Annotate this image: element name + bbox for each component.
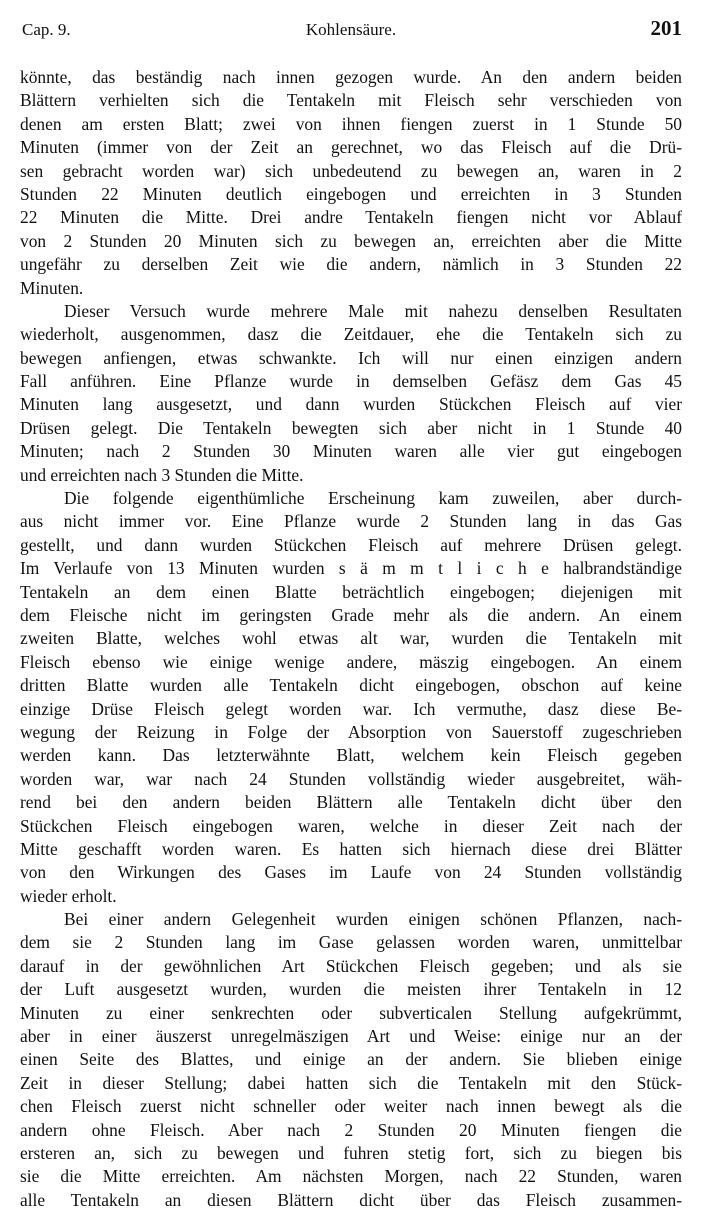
text-line: der Luft ausgesetzt wurden, wurden die meisten ihrer Tentakeln in 12 <box>20 979 682 1000</box>
text-line: Fall anführen. Eine Pflanze wurde in demselben Gefäsz dem Gas 45 <box>20 371 682 392</box>
body-text <box>20 66 682 1212</box>
text-line: darauf in der gewöhnlichen Art Stückchen Fleisch gegeben; und als sie <box>20 955 682 976</box>
text-line: aus nicht immer vor. Eine Pflanze wurde 2 Stunden lang in das Gas <box>20 511 682 532</box>
text-line: bewegen anfiengen, etwas schwankte. Ich will nur einen einzigen andern <box>20 347 682 368</box>
text-line: andern ohne Fleisch. Aber nach 2 Stunden 20 Minuten fiengen die <box>20 1119 682 1140</box>
text-line: Mitte geschafft worden waren. Es hatten sich hiernach diese drei Blätter <box>20 838 682 859</box>
text-line: einen Seite des Blattes, und einige an der andern. Sie blieben einige <box>20 1049 682 1070</box>
text-line: worden war, war nach 24 Stunden vollständig wieder ausgebreitet, wäh- <box>20 768 682 789</box>
page-number: 201 <box>650 16 682 40</box>
text-line: gestellt, und dann wurden Stückchen Fleisch auf mehrere Drüsen gelegt. <box>20 534 682 555</box>
text-line: dritten Blatte wurden alle Tentakeln dicht eingebogen, obschon auf keine <box>20 675 682 696</box>
text-line: Blättern verhielten sich die Tentakeln mit Fleisch sehr verschieden von <box>20 90 682 111</box>
text-line: wieder erholt. <box>20 885 117 906</box>
text-line: Fleisch ebenso wie einige wenige andere, mäszig eingebogen. An einem <box>20 651 682 672</box>
text-line: Zeit in dieser Stellung; dabei hatten sich die Tentakeln mit den Stück- <box>20 1072 682 1093</box>
text-line: von 2 Stunden 20 Minuten sich zu bewegen an, erreichten aber die Mitte <box>20 230 682 251</box>
text-line: Die folgende eigenthümliche Erscheinung kam zuweilen, aber durch- <box>64 488 682 509</box>
text-line: Dieser Versuch wurde mehrere Male mit nahezu denselben Resultaten <box>64 300 682 321</box>
text-line: chen Fleisch zuerst nicht schneller oder weiter nach innen bewegt als die <box>20 1096 682 1117</box>
book-page <box>20 12 682 1210</box>
text-line: wegung der Reizung in Folge der Absorption von Sauerstoff zugeschrieben <box>20 721 682 742</box>
text-line: Minuten zu einer senkrechten oder subverticalen Stellung aufgekrümmt, <box>20 1002 682 1023</box>
text-line: 22 Minuten die Mitte. Drei andre Tentakeln fiengen nicht vor Ablauf <box>20 207 682 228</box>
text-line: alle Tentakeln an diesen Blättern dicht über das Fleisch zusammen- <box>20 1189 682 1210</box>
text-line: aber in einer äuszerst unregelmäszigen Art und Weise: einige nur an der <box>20 1026 682 1047</box>
text-line: sie die Mitte erreichten. Am nächsten Morgen, nach 22 Stunden, waren <box>20 1166 682 1187</box>
text-line: denen am ersten Blatt; zwei von ihnen fiengen zuerst in 1 Stunde 50 <box>20 113 682 134</box>
text-line: wiederholt, ausgenommen, dasz die Zeitdauer, ehe die Tentakeln sich zu <box>20 324 682 345</box>
text-line: ersteren an, sich zu bewegen und fuhren stetig fort, sich zu biegen bis <box>20 1142 682 1163</box>
text-line: sen gebracht worden war) sich unbedeutend zu bewegen an, waren in 2 <box>20 160 682 181</box>
text-line: Stückchen Fleisch eingebogen waren, welche in dieser Zeit nach der <box>20 815 682 836</box>
text-line: und erreichten nach 3 Stunden die Mitte. <box>20 464 304 485</box>
text-line: rend bei den andern beiden Blättern alle Tentakeln dicht über den <box>20 792 682 813</box>
text-line: Minuten. <box>20 277 84 298</box>
text-line: von den Wirkungen des Gases im Laufe von 24 Stunden vollständig <box>20 862 682 883</box>
text-line: Im Verlaufe von 13 Minuten wurden s ä m m t l i c h e halbrandständige <box>20 558 682 579</box>
text-line: Stunden 22 Minuten deutlich eingebogen und erreichten in 3 Stunden <box>20 183 682 204</box>
text-line: Minuten lang ausgesetzt, und dann wurden Stückchen Fleisch auf vier <box>20 394 682 415</box>
text-line: ungefähr zu derselben Zeit wie die andern, nämlich in 3 Stunden 22 <box>20 254 682 275</box>
text-line: Bei einer andern Gelegenheit wurden einigen schönen Pflanzen, nach- <box>64 909 682 930</box>
text-line: dem Fleische nicht im geringsten Grade mehr als die andern. An einem <box>20 604 682 625</box>
text-line: einzige Drüse Fleisch gelegt worden war. Ich vermuthe, dasz diese Be- <box>20 698 682 719</box>
text-line: könnte, das beständig nach innen gezogen wurde. An den andern beiden <box>20 67 682 87</box>
running-title: Kohlensäure. <box>305 20 397 39</box>
text-line: dem sie 2 Stunden lang im Gase gelassen worden waren, unmittelbar <box>20 932 682 953</box>
text-line: Minuten; nach 2 Stunden 30 Minuten waren alle vier gut eingebogen <box>20 441 682 462</box>
text-line: Drüsen gelegt. Die Tentakeln bewegten sich aber nicht in 1 Stunde 40 <box>20 417 682 438</box>
text-line: Minuten (immer von der Zeit an gerechnet, wo das Fleisch auf die Drü- <box>20 137 682 158</box>
text-line: zweiten Blatte, welches wohl etwas alt war, wurden die Tentakeln mit <box>20 628 682 649</box>
text-line: Tentakeln an dem einen Blatte beträchtlich eingebogen; diejenigen mit <box>20 581 682 602</box>
text-line: werden kann. Das letzterwähnte Blatt, welchem kein Fleisch gegeben <box>20 745 682 766</box>
chapter-label: Cap. 9. <box>22 20 71 39</box>
running-header <box>20 12 682 46</box>
